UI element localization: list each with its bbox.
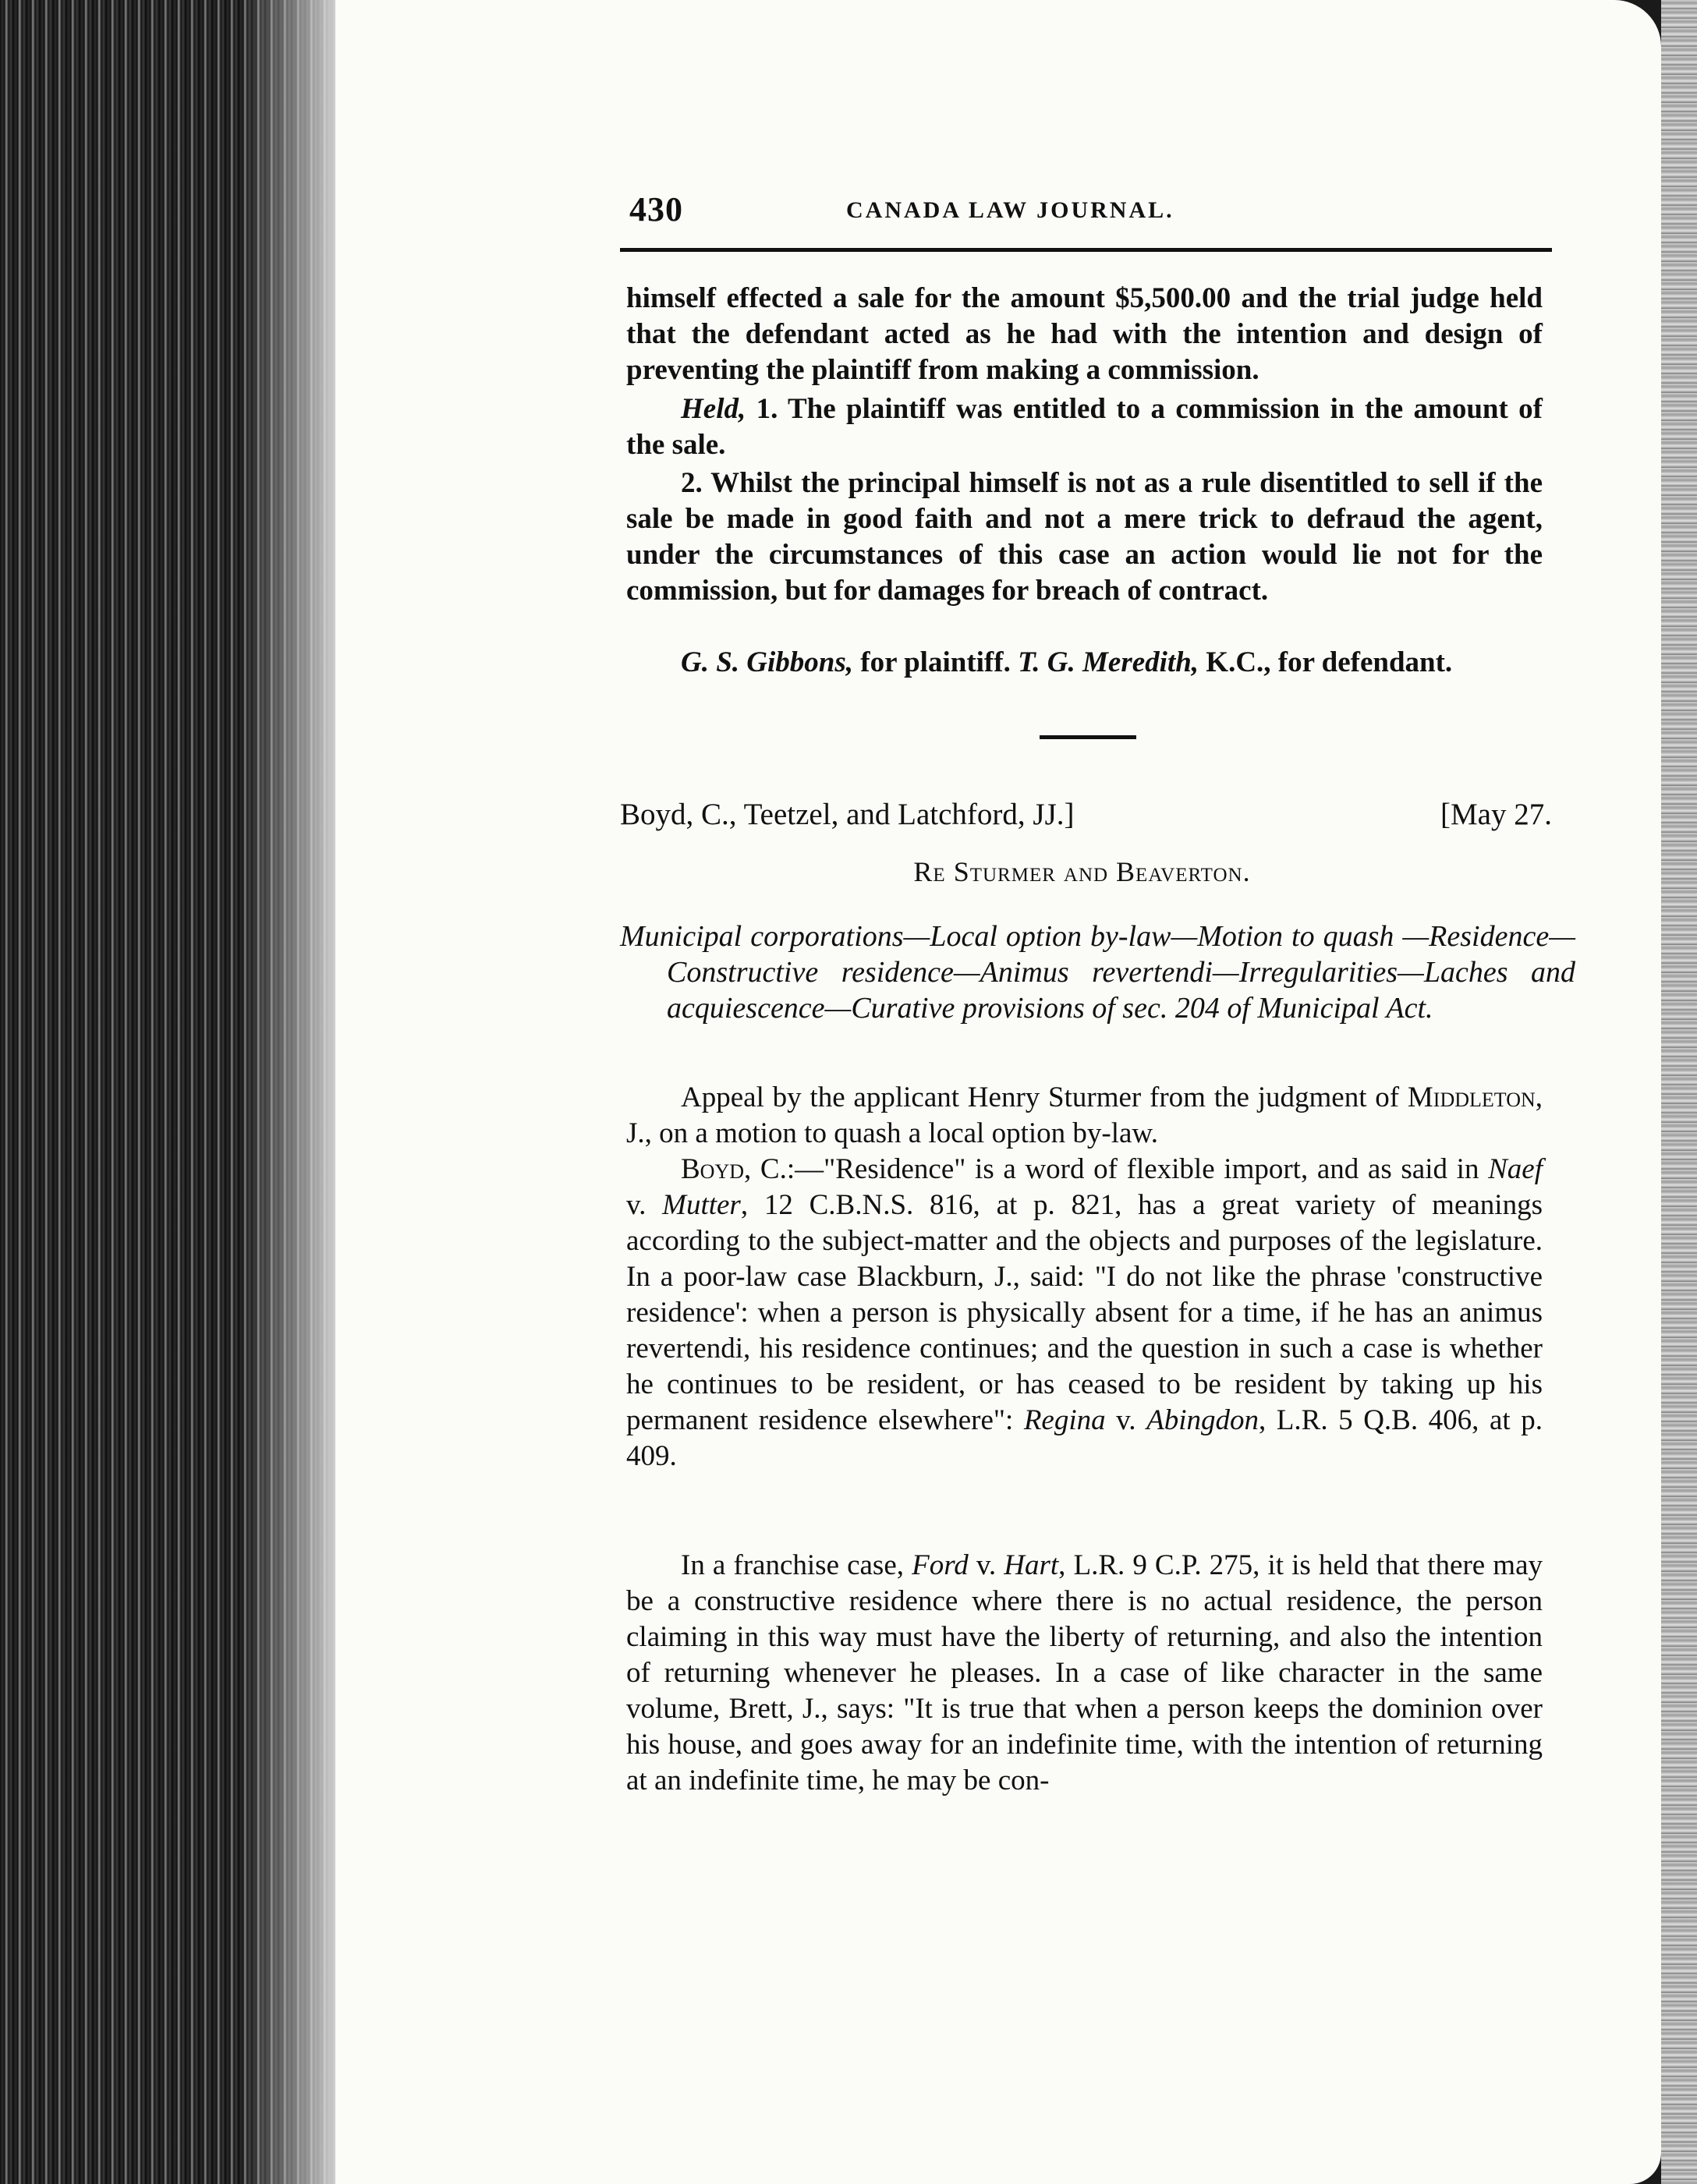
- appeal-judge: Middleton: [1407, 1081, 1536, 1113]
- counsel-2-role: K.C., for defendant.: [1199, 646, 1453, 678]
- case-title: Re Sturmer and Beaverton.: [913, 856, 1251, 887]
- boyd-text-c: , L.R. 5 Q.B. 406, at p. 409.: [626, 1404, 1543, 1472]
- boyd-cite-2b: Abingdon: [1146, 1404, 1259, 1436]
- boyd-cite-2v: v.: [1105, 1404, 1147, 1436]
- scan-right-edge: [1661, 0, 1697, 2184]
- section-divider: [1040, 735, 1136, 739]
- franchise-cite-v: v.: [968, 1549, 1004, 1581]
- counsel-1-role: for plaintiff.: [853, 646, 1019, 678]
- boyd-cite-1a: Naef: [1488, 1153, 1543, 1185]
- journal-title: CANADA LAW JOURNAL.: [846, 197, 1174, 223]
- counsel-line: [626, 645, 1543, 681]
- boyd-text-a: :—"Residence" is a word of flexible import, and as said in: [786, 1153, 1489, 1185]
- top-case-paragraph: [626, 281, 1543, 388]
- case-date: [May 27.: [1440, 798, 1552, 831]
- franchise-cite-b: Hart: [1004, 1549, 1059, 1581]
- boyd-cite-1b: Mutter: [662, 1189, 741, 1221]
- page-number: 430: [629, 190, 683, 228]
- counsel-1-name: G. S. Gibbons,: [681, 646, 854, 678]
- franchise-cite-a: Ford: [912, 1549, 969, 1581]
- appeal-text-b: , J., on a motion to quash a local option by-law.: [626, 1081, 1543, 1149]
- counsel-2-name: T. G. Meredith,: [1018, 646, 1199, 678]
- boyd-cite-2a: Regina: [1023, 1404, 1106, 1436]
- boyd-paragraph: [626, 1152, 1543, 1474]
- header-rule: [620, 248, 1552, 252]
- appeal-paragraph: [626, 1080, 1543, 1152]
- headnote-text: Municipal corporations—Local option by-law—Motion to quash —Residence—Constructive residence—Animus revertendi—Irregularities—Laches and acquiescence—Curative provisions of sec. 204 of Municipal Act.: [620, 920, 1575, 1025]
- franchise-paragraph: [626, 1548, 1543, 1799]
- held-paragraph-2: [626, 465, 1543, 609]
- held-2-text: 2. Whilst the principal himself is not as a rule disentitled to sell if the sale be made in good faith and not a mere trick to defraud the agent, under the circumstances of this case an action would lie not for the commission, but for damages for breach of contract.: [626, 467, 1543, 607]
- boyd-text-b: , 12 C.B.N.S. 816, at p. 821, has a great variety of meanings according to the subject-matter and the objects and purposes of the legislature. In a poor-law case Blackburn, J., said: "I do not like the phrase 'constructive residence': when a person is physically absent for a time, if he has an animus revertendi, his residence continues; and the question in such a case is whether he continues to be resident, or has ceased to be resident by taking up his permanent residence elsewhere":: [626, 1189, 1543, 1436]
- franchise-text-a: In a franchise case,: [681, 1549, 912, 1581]
- scan-binding-edge: [0, 0, 335, 2184]
- running-header: [612, 189, 1552, 228]
- boyd-cite-1v: v.: [626, 1189, 663, 1221]
- held-paragraph-1: [626, 391, 1543, 463]
- top-case-text: himself effected a sale for the amount $5,500.00 and the trial judge held that the defendant acted as he had with the intention and design of preventing the plaintiff from making a commission.: [626, 282, 1543, 386]
- appeal-text-a: Appeal by the applicant Henry Sturmer from the judgment of: [681, 1081, 1408, 1113]
- case-judges: Boyd, C., Teetzel, and Latchford, JJ.]: [620, 798, 1075, 831]
- case-headnote: [620, 919, 1575, 1026]
- held-1-text: 1. The plaintiff was entitled to a commission in the amount of the sale.: [626, 393, 1543, 461]
- boyd-label: Boyd, C.: [681, 1153, 787, 1185]
- franchise-text-b: , L.R. 9 C.P. 275, it is held that there may be a constructive residence where there is no actual residence, the person claiming in this way must have the liberty of returning, and also the intention of returning whenever he pleases. In a case of like character in the same volume, Brett, J., says: "It is true that when a person keeps the dominion over his house, and goes away for an indefinite time, with the intention of returning at an indefinite time, he may be con-: [626, 1549, 1543, 1796]
- held-label: Held,: [681, 393, 746, 425]
